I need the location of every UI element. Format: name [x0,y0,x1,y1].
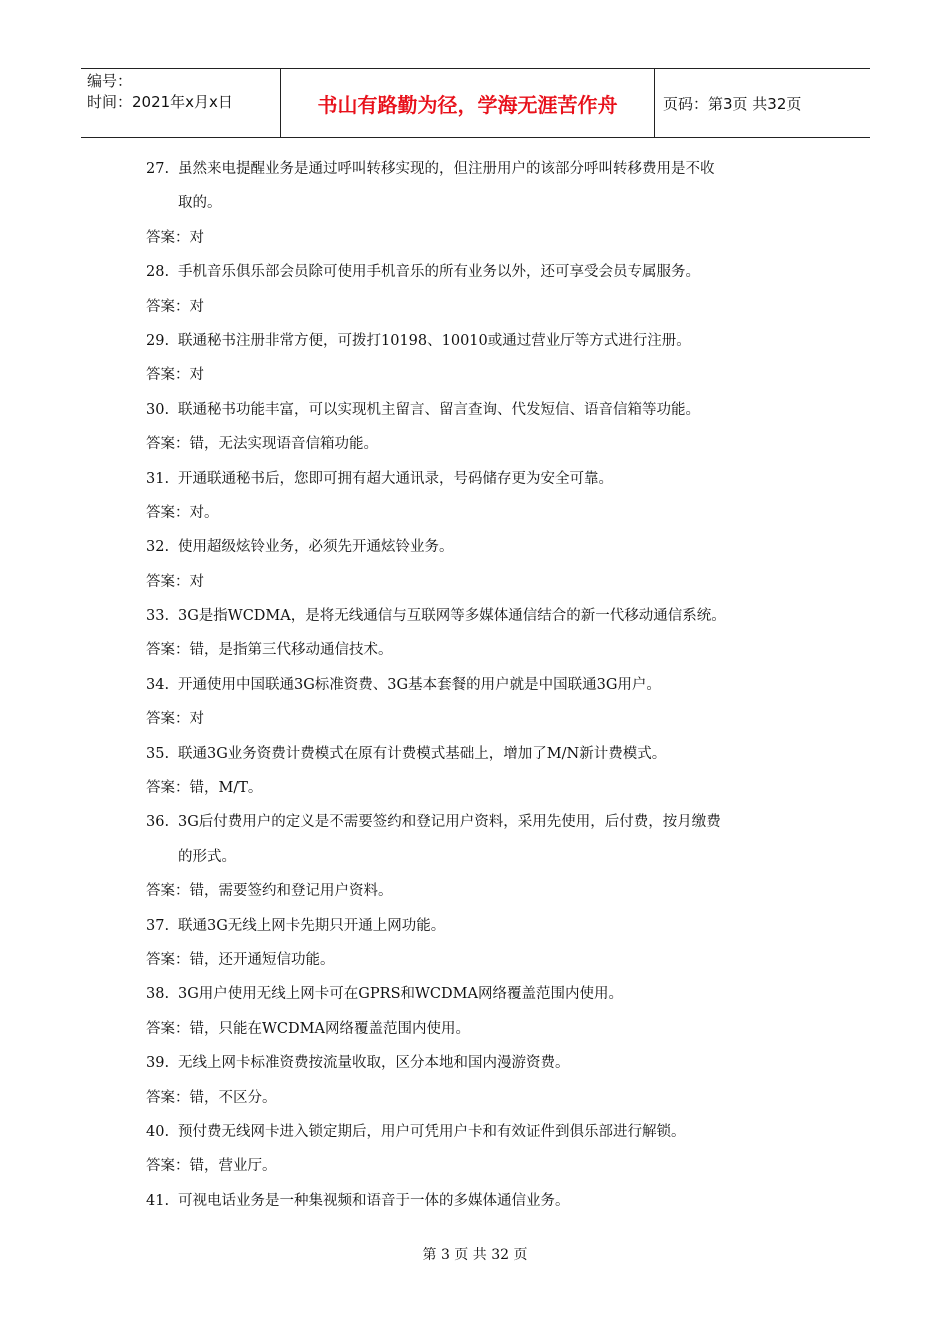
question-line [146,599,826,633]
question-line [146,462,826,496]
question-text: 3G是指WCDMA，是将无线通信与互联网等多媒体通信结合的新一代移动通信系统。 [178,608,726,625]
question-line [146,668,826,702]
question-number: 34. [146,676,170,693]
question-line [146,1046,826,1080]
question-text: 开通使用中国联通3G标准资费、3G基本套餐的用户就是中国联通3G用户。 [178,676,661,693]
answer-line: 答案：错，需要签约和登记用户资料。 [146,883,393,900]
answer-line: 答案：对。 [146,504,219,521]
question-line [146,152,826,186]
question-text: 3G后付费用户的定义是不需要签约和登记用户资料，采用先使用，后付费，按月缴费 [178,814,721,831]
answer-line: 答案：对 [146,367,204,384]
question-text: 联通3G无线上网卡先期只开通上网功能。 [178,917,446,934]
document-body [146,152,826,1218]
answer-line: 答案：错，不区分。 [146,1089,277,1106]
question-text: 联通秘书功能丰富，可以实现机主留言、留言查询、代发短信、语音信箱等功能。 [178,401,700,418]
question-continuation: 的形式。 [178,848,236,865]
question-text: 手机音乐俱乐部会员除可使用手机音乐的所有业务以外，还可享受会员专属服务。 [178,264,700,281]
answer-line: 答案：错，只能在WCDMA网络覆盖范围内使用。 [146,1020,470,1037]
header-page-info: 页码：第3页 共32页 [663,94,802,113]
question-continuation: 取的。 [178,195,222,212]
question-line [146,909,826,943]
question-line [146,255,826,289]
answer-line: 答案：对 [146,229,204,246]
answer-line: 答案：错，是指第三代移动通信技术。 [146,642,393,659]
question-number: 41. [146,1192,170,1209]
question-number: 33. [146,608,170,625]
question-line [146,1115,826,1149]
question-line [146,737,826,771]
question-number: 29. [146,332,170,349]
question-text: 虽然来电提醒业务是通过呼叫转移实现的，但注册用户的该部分呼叫转移费用是不收 [178,161,715,177]
question-line [146,805,826,839]
answer-line: 答案：对 [146,711,204,728]
answer-line: 答案：对 [146,298,204,315]
question-number: 36. [146,814,170,831]
header-motto: 书山有路勤为径，学海无涯苦作舟 [281,69,655,137]
question-line [146,530,826,564]
answer-line: 答案：错，无法实现语音信箱功能。 [146,436,378,453]
answer-line: 答案：对 [146,573,204,590]
question-number: 40. [146,1123,170,1140]
question-text: 联通秘书注册非常方便，可拨打10198、10010或通过营业厅等方式进行注册。 [178,332,691,349]
time-label: 时间：2021年x月x日 [87,93,233,111]
question-number: 27. [146,161,170,177]
question-number: 35. [146,745,170,762]
page-footer: 第 3 页 共 32 页 [422,1247,528,1263]
answer-line: 答案：错，M/T。 [146,780,263,797]
question-text: 使用超级炫铃业务，必须先开通炫铃业务。 [178,539,454,556]
question-line [146,977,826,1011]
question-text: 可视电话业务是一种集视频和语音于一体的多媒体通信业务。 [178,1192,570,1209]
question-text: 联通3G业务资费计费模式在原有计费模式基础上，增加了M/N新计费模式。 [178,745,667,762]
question-line [146,324,826,358]
header-meta [81,69,281,137]
answer-line: 答案：错，营业厅。 [146,1158,277,1175]
question-text: 开通联通秘书后，您即可拥有超大通讯录，号码储存更为安全可靠。 [178,470,613,487]
number-label: 编号： [87,72,133,90]
question-line [146,1184,826,1218]
question-number: 38. [146,986,170,1003]
question-number: 31. [146,470,170,487]
question-number: 39. [146,1055,170,1072]
answer-line: 答案：错，还开通短信功能。 [146,951,335,968]
page-header [81,68,870,138]
question-number: 32. [146,539,170,556]
question-text: 3G用户使用无线上网卡可在GPRS和WCDMA网络覆盖范围内使用。 [178,986,623,1003]
question-text: 无线上网卡标准资费按流量收取，区分本地和国内漫游资费。 [178,1055,570,1072]
question-text: 预付费无线网卡进入锁定期后，用户可凭用户卡和有效证件到俱乐部进行解锁。 [178,1123,686,1140]
question-number: 28. [146,264,170,281]
question-line [146,393,826,427]
question-number: 37. [146,917,170,934]
question-number: 30. [146,401,170,418]
